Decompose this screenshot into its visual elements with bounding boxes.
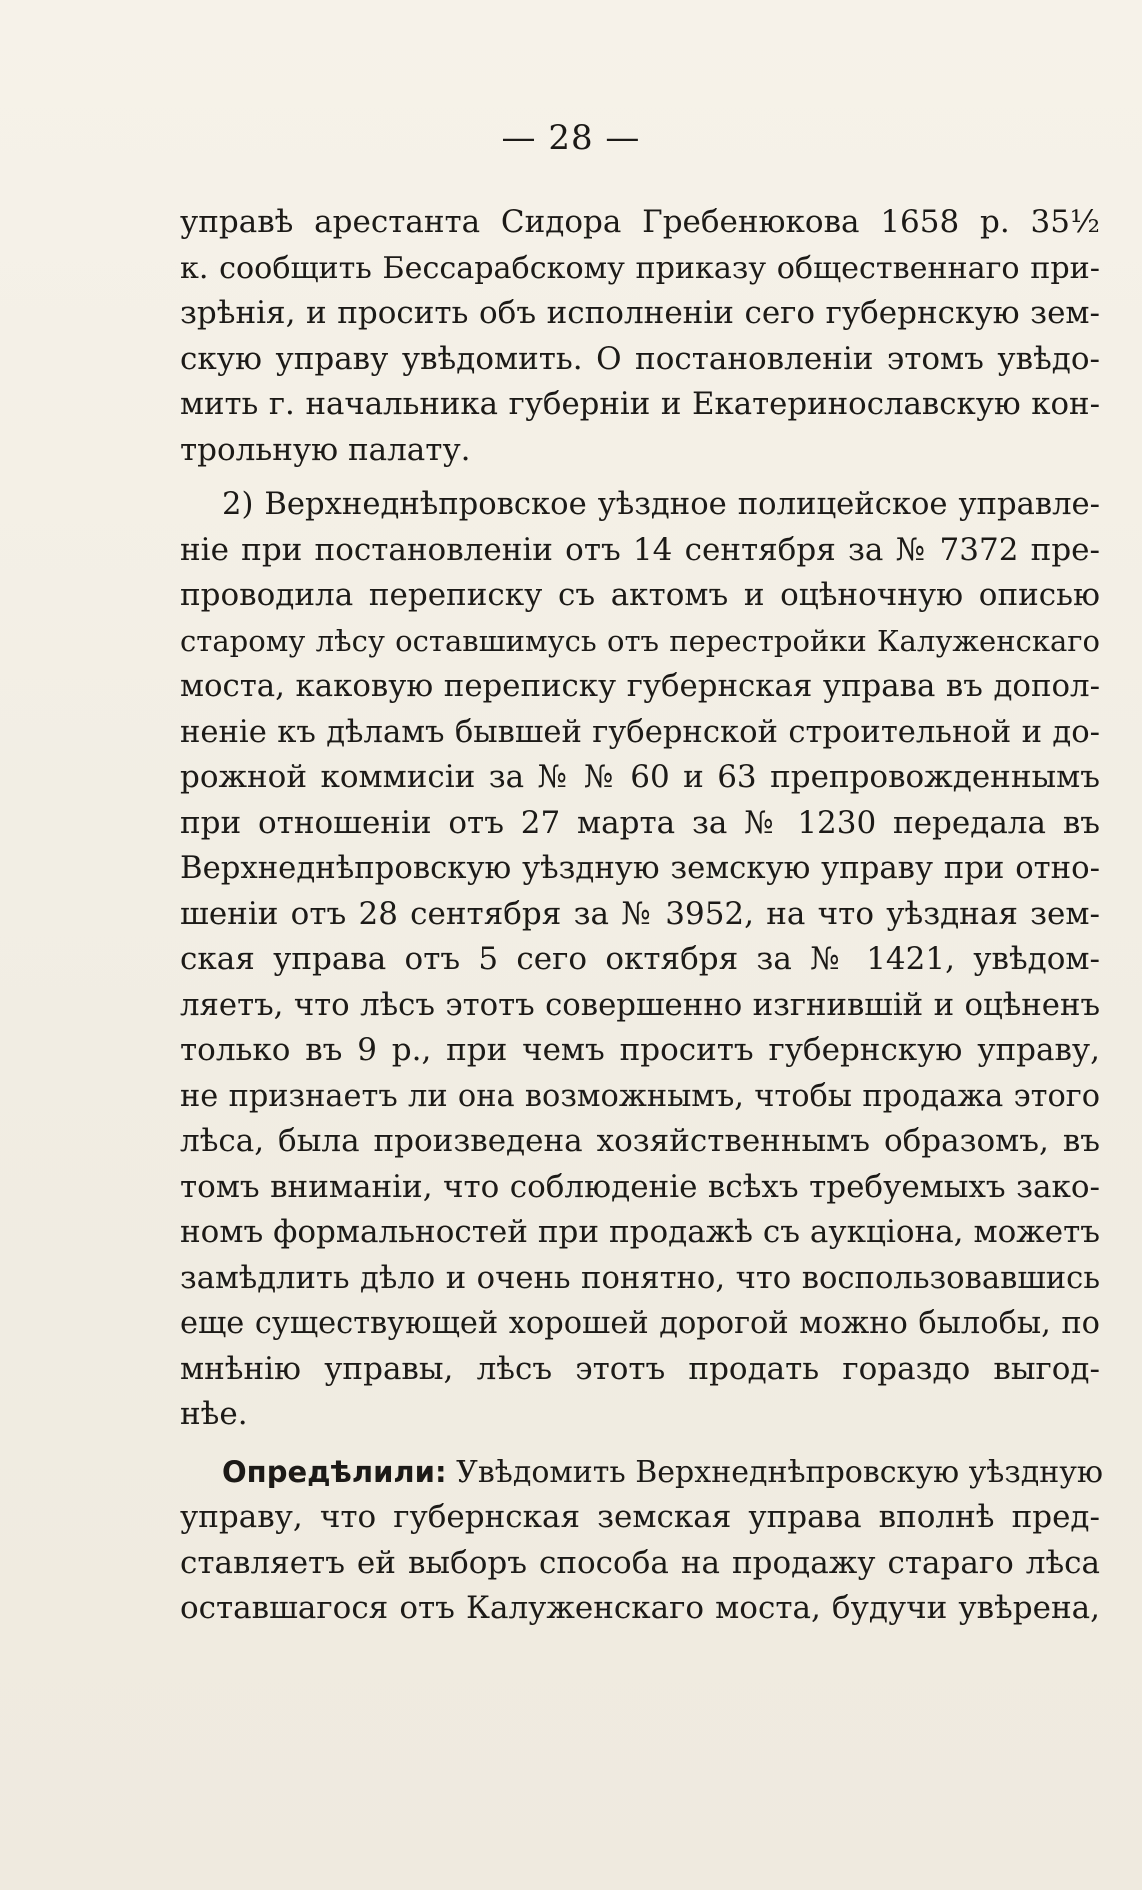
text-line: номъ формальностей при продажѣ съ аукціона, можетъ — [180, 1214, 1100, 1250]
text-line: не признаетъ ли она возможнымъ, чтобы продажа этого — [180, 1078, 1100, 1114]
text-line: мить г. начальника губерніи и Екатеринославскую кон- — [180, 386, 1100, 422]
text-line: ская управа отъ 5 сего октября за № 1421, увѣдом- — [180, 941, 1100, 977]
text-line: трольную палату. — [180, 431, 471, 468]
text-line: замѣдлить дѣло и очень понятно, что воспользовавшись — [180, 1260, 1100, 1296]
text-line: лѣса, была произведена хозяйственнымъ образомъ, въ — [180, 1123, 1100, 1159]
text-line: при отношеніи отъ 27 марта за № 1230 передала въ — [180, 804, 1100, 841]
text-line: томъ вниманіи, что соблюденіе всѣхъ требуемыхъ зако- — [180, 1168, 1100, 1205]
paragraph-spacer — [180, 1438, 1100, 1450]
text-line: Верхнеднѣпровскую уѣздную земскую управу при отно- — [180, 850, 1100, 886]
text-line: старому лѣсу оставшимусь отъ перестройки Калуженскаго — [180, 623, 1100, 658]
text-line: только въ 9 р., при чемъ проситъ губернскую управу, — [180, 1032, 1100, 1068]
text-line: моста, каковую переписку губернская управа въ допол- — [180, 668, 1100, 704]
text-line: 2) Верхнеднѣпровское уѣздное полицейское управле- — [222, 487, 1100, 522]
paragraph-2 — [180, 482, 1100, 1438]
text-line: ляетъ, что лѣсъ этотъ совершенно изгнившій и оцѣненъ — [180, 986, 1100, 1023]
text-line: мнѣнію управы, лѣсъ этотъ продать гораздо выгод- — [180, 1350, 1100, 1387]
body-text — [180, 200, 1104, 1632]
text-line: нѣе. — [180, 1396, 248, 1432]
text-line: рожной коммисіи за № № 60 и 63 препровожденнымъ — [180, 759, 1100, 795]
text-line: оставшагося отъ Калуженскаго моста, будучи увѣрена, — [180, 1590, 1100, 1626]
text-line: шеніи отъ 28 сентября за № 3952, на что уѣздная зем- — [180, 895, 1100, 932]
page-number: — 28 — — [501, 118, 641, 158]
paragraph-1 — [180, 200, 1100, 473]
resolution-heading: Опредѣлили: — [222, 1454, 447, 1489]
text-line: к. сообщить Бессарабскому приказу общественнаго при- — [180, 250, 1100, 286]
text-line: зрѣнія, и просить объ исполненіи сего губернскую зем- — [180, 295, 1100, 331]
text-line: ніе при постановленіи отъ 14 сентября за № 7372 пре- — [180, 531, 1100, 568]
text-line: ставляетъ ей выборъ способа на продажу стараго лѣса — [180, 1544, 1100, 1581]
text-line: еще существующей хорошей дорогой можно былобы, по — [180, 1306, 1100, 1341]
resolution-text: Увѣдомить Верхнеднѣпровскую уѣздную — [456, 1454, 1104, 1490]
paragraph-spacer — [180, 473, 1100, 482]
text-line: скую управу увѣдомить. О постановленіи этомъ увѣдо- — [180, 340, 1100, 377]
resolution-first-line — [180, 1450, 1104, 1496]
text-line: управѣ арестанта Сидора Гребенюкова 1658 р. 35½ — [180, 204, 1100, 240]
text-line: управу, что губернская земская управа вполнѣ пред- — [180, 1499, 1100, 1535]
text-line: неніе къ дѣламъ бывшей губернской строительной и до- — [180, 714, 1100, 750]
paragraph-3 — [180, 1450, 1104, 1632]
text-line: проводила переписку съ актомъ и оцѣночную описью — [180, 577, 1100, 613]
